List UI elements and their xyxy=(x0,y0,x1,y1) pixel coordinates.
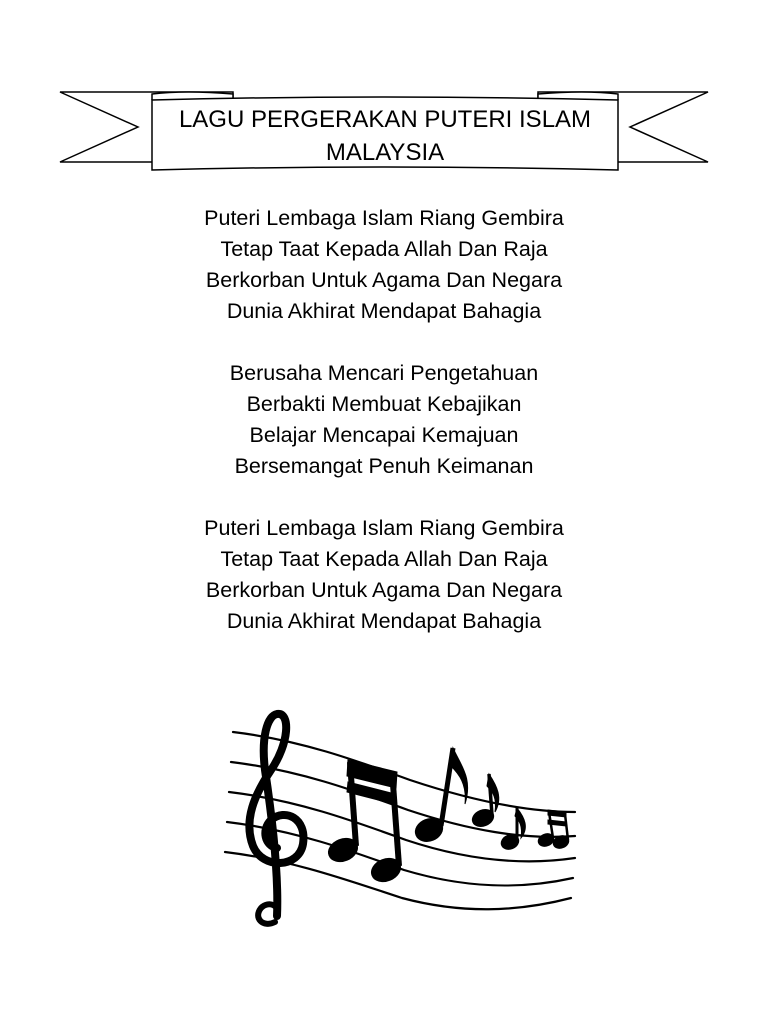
music-decoration xyxy=(205,700,585,950)
page-title xyxy=(152,103,618,169)
lyric-line: Bersemangat Penuh Keimanan xyxy=(234,454,534,478)
lyric-line: Berkorban Untuk Agama Dan Negara xyxy=(205,268,563,292)
stanza-1 xyxy=(0,203,768,327)
lyric-line: Tetap Taat Kepada Allah Dan Raja xyxy=(220,237,548,261)
lyric-line: Berkorban Untuk Agama Dan Negara xyxy=(205,578,563,602)
title-line-2: MALAYSIA xyxy=(325,139,445,166)
title-banner xyxy=(0,0,768,200)
ribbon-banner-icon xyxy=(0,0,768,200)
lyric-line: Belajar Mencapai Kemajuan xyxy=(249,423,519,447)
lyric-line: Berusaha Mencari Pengetahuan xyxy=(229,361,539,385)
lyric-line: Berbakti Membuat Kebajikan xyxy=(246,392,522,416)
lyric-line: Puteri Lembaga Islam Riang Gembira xyxy=(204,516,564,540)
lyric-line: Puteri Lembaga Islam Riang Gembira xyxy=(204,206,564,230)
title-line-1: LAGU PERGERAKAN PUTERI ISLAM xyxy=(178,106,592,133)
lyric-line: Dunia Akhirat Mendapat Bahagia xyxy=(226,299,542,323)
stanza-3 xyxy=(0,513,768,637)
stanza-2 xyxy=(0,358,768,482)
music-staff-notes-icon xyxy=(205,700,585,950)
lyric-line: Dunia Akhirat Mendapat Bahagia xyxy=(226,609,542,633)
lyrics xyxy=(0,203,768,668)
lyric-line: Tetap Taat Kepada Allah Dan Raja xyxy=(220,547,548,571)
